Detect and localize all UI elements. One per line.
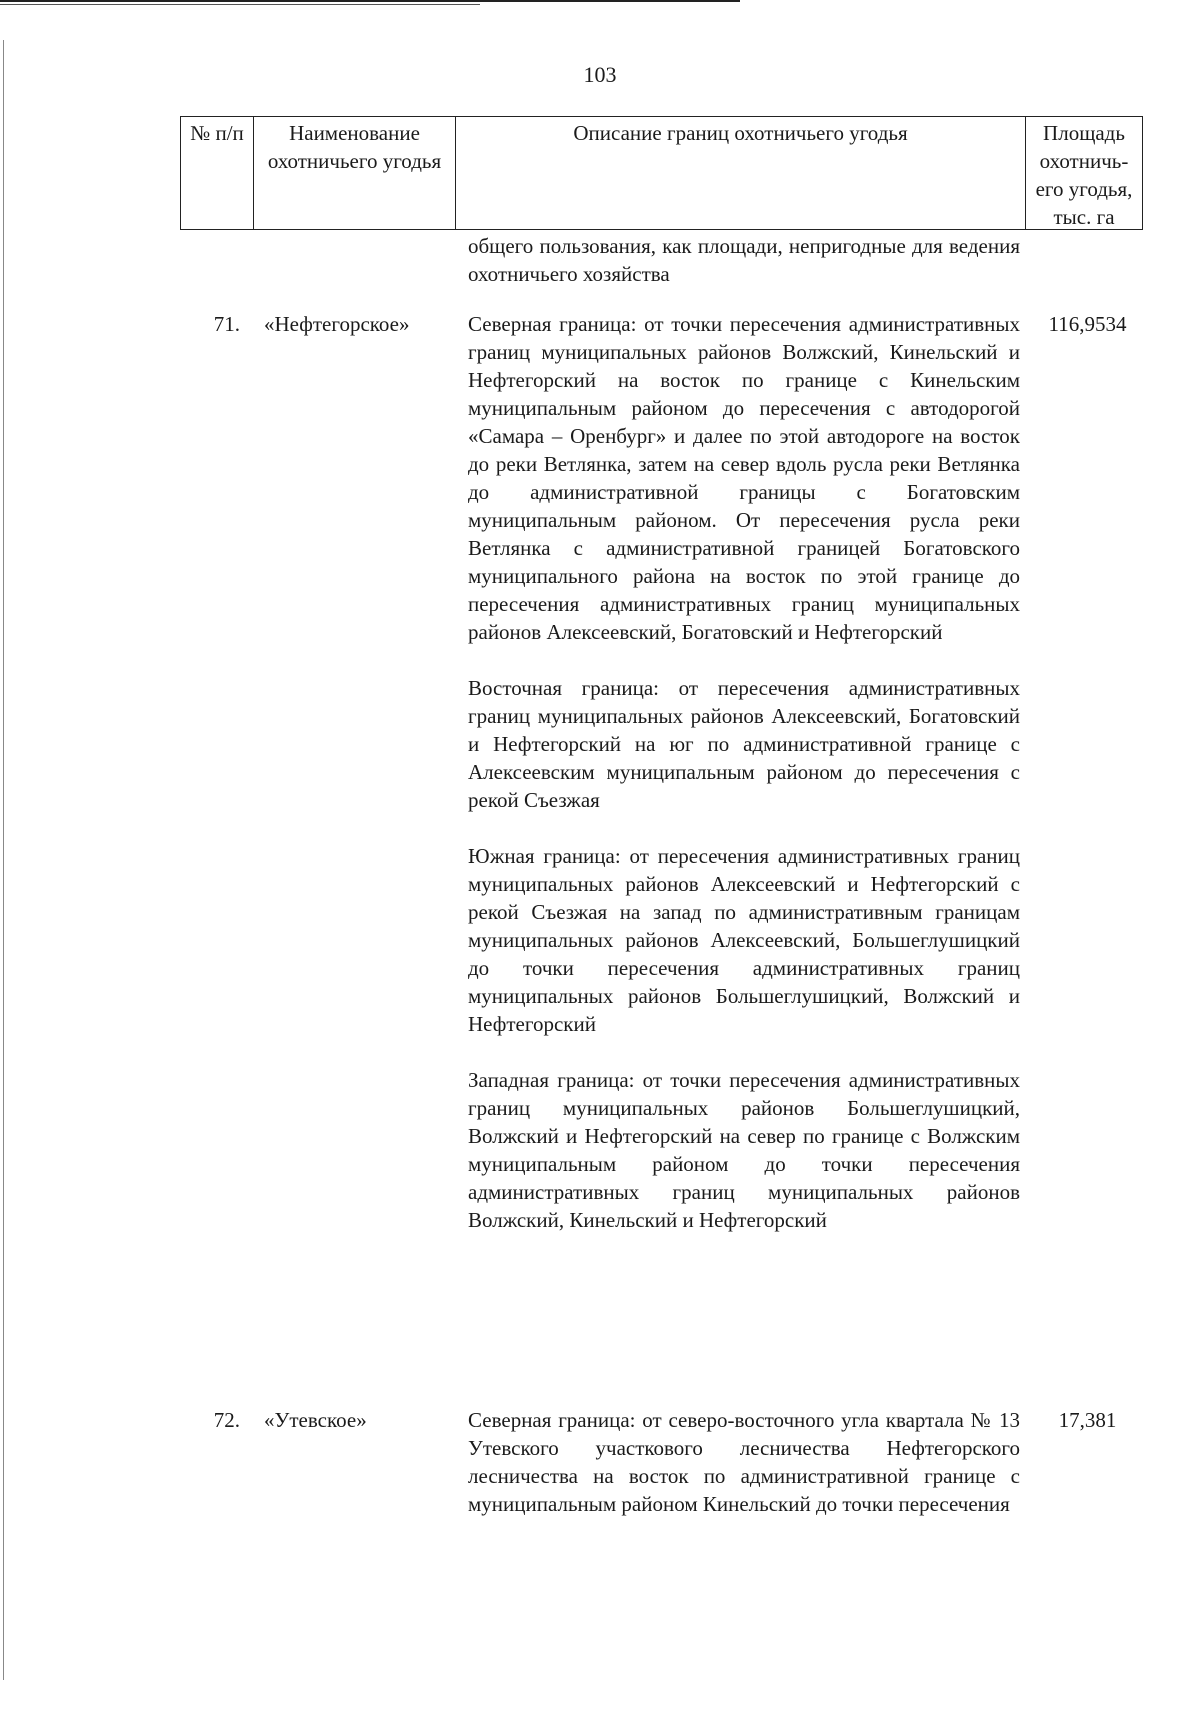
row-number: 71. xyxy=(213,312,240,336)
table-header xyxy=(180,116,1143,230)
border-west: Западная граница: от точки пересечения административных границ муниципальных районов Большеглушицкий, Волжский и Нефтегорский на север по границе с Волжским муниципальным районом до точки пересечения административных границ муниципальных районов Волжский, Кинельский и Нефтегорский xyxy=(468,1068,1020,1232)
row-number: 72. xyxy=(213,1408,240,1432)
row-name: «Утевское» xyxy=(264,1408,367,1432)
row-description xyxy=(468,310,1020,1234)
header-name: Наименование охотничьего угодья xyxy=(254,117,456,229)
row-area: 17,381 xyxy=(1058,1408,1117,1432)
border-east: Восточная граница: от пересечения административных границ муниципальных районов Алексеевский, Богатовский и Нефтегорский на юг по административной границе с Алексеевским муниципальным районом до пересечения с рекой Съезжая xyxy=(468,676,1020,812)
row-description xyxy=(468,1406,1020,1518)
header-description: Описание границ охотничьего угодья xyxy=(456,117,1026,229)
header-number: № п/п xyxy=(181,117,254,229)
row-name: «Нефтегорское» xyxy=(264,312,410,336)
scan-edge-line xyxy=(0,0,740,2)
header-area: Площадь охотничь-его угодья, тыс. га xyxy=(1035,121,1133,229)
border-north: Северная граница: от точки пересечения административных границ муниципальных районов Волжский, Кинельский и Нефтегорский на восток по границе с Кинельским муниципальным районом до пересечения с автодорогой «Самара – Оренбург» и далее по этой автодороге на восток до реки Ветлянка, затем на север вдоль русла реки Ветлянка до административной границы с Богатовским муниципальным районом. От пересечения русла реки Ветлянка с административной границей Богатовского муниципального района на восток по этой границе до пересечения административных границ муниципальных районов Алексеевский, Богатовский и Нефтегорский xyxy=(468,312,1020,644)
scan-edge-line-secondary xyxy=(0,4,480,5)
border-south: Южная граница: от пересечения административных границ муниципальных районов Алексеевский и Нефтегорский с рекой Съезжая на запад по административным границам муниципальных районов Алексеевский, Большеглушицкий до точки пересечения административных границ муниципальных районов Большеглушицкий, Волжский и Нефтегорский xyxy=(468,844,1020,1036)
row-area: 116,9534 xyxy=(1048,312,1127,336)
continuation-text: общего пользования, как площади, непригодные для ведения охотничьего хозяйства xyxy=(468,234,1020,286)
border-north: Северная граница: от северо-восточного угла квартала № 13 Утевского участкового лесничества Нефтегорского лесничества на восток по административной границе с муниципальным районом Кинельский до точки пересечения xyxy=(468,1408,1020,1516)
scan-left-edge xyxy=(3,40,4,1680)
page-number: 103 xyxy=(583,62,617,87)
